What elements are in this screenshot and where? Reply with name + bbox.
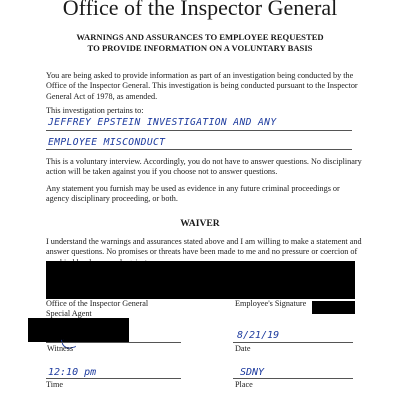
voluntary-paragraph: This is a voluntary interview. Accordingly, you do not have to answer questions. No disciplinary action will be taken against you if you choose not to answer questions.	[46, 157, 362, 177]
handwritten-date: 8/21/19	[237, 330, 280, 341]
form-heading-line-2: TO PROVIDE INFORMATION ON A VOLUNTARY BASIS	[87, 43, 313, 53]
handwritten-place: SDNY	[240, 367, 265, 378]
waiver-title: WAIVER	[180, 218, 220, 229]
special-agent-label: Special Agent	[46, 309, 92, 318]
fill-line-2	[46, 149, 352, 150]
statement-use-paragraph: Any statement you furnish may be used as evidence in any future criminal proceedings or agency disciplinary proceeding, or both.	[46, 184, 340, 204]
witness-line	[46, 342, 181, 343]
form-heading	[0, 32, 400, 54]
handwritten-time: 12:10 pm	[48, 367, 97, 378]
office-label: Office of the Inspector General	[46, 299, 149, 308]
form-heading-line-1: WARNINGS AND ASSURANCES TO EMPLOYEE REQUESTED	[76, 32, 324, 42]
redaction-block	[28, 318, 129, 342]
place-label: Place	[235, 380, 253, 389]
intro-paragraph: You are being asked to provide information as part of an investigation being conducted by the Office of the Inspector General. This investigation is being conducted pursuant to the Inspector General Act of 1978, as amended.	[46, 71, 358, 101]
time-label: Time	[46, 380, 63, 389]
handwritten-pertains-line-1: JEFFREY EPSTEIN INVESTIGATION AND ANY	[48, 117, 277, 128]
place-line	[233, 378, 353, 379]
office-title: Office of the Inspector General	[62, 0, 338, 20]
date-label: Date	[235, 344, 251, 353]
redaction-block	[312, 301, 355, 314]
pertains-label: This investigation pertains to:	[46, 106, 144, 115]
fill-line-1	[46, 130, 352, 131]
waiver-paragraph: I understand the warnings and assurances stated above and I am willing to make a statement and answer questions. No promises or threats have been made to me and no pressure or coercion of	[46, 237, 362, 257]
time-line	[46, 378, 181, 379]
handwritten-pertains-line-2: EMPLOYEE MISCONDUCT	[48, 137, 166, 148]
redaction-block	[46, 261, 355, 299]
date-line	[233, 342, 353, 343]
employee-signature-label: Employee's Signature	[235, 299, 307, 308]
witness-label: Witness	[47, 344, 74, 353]
